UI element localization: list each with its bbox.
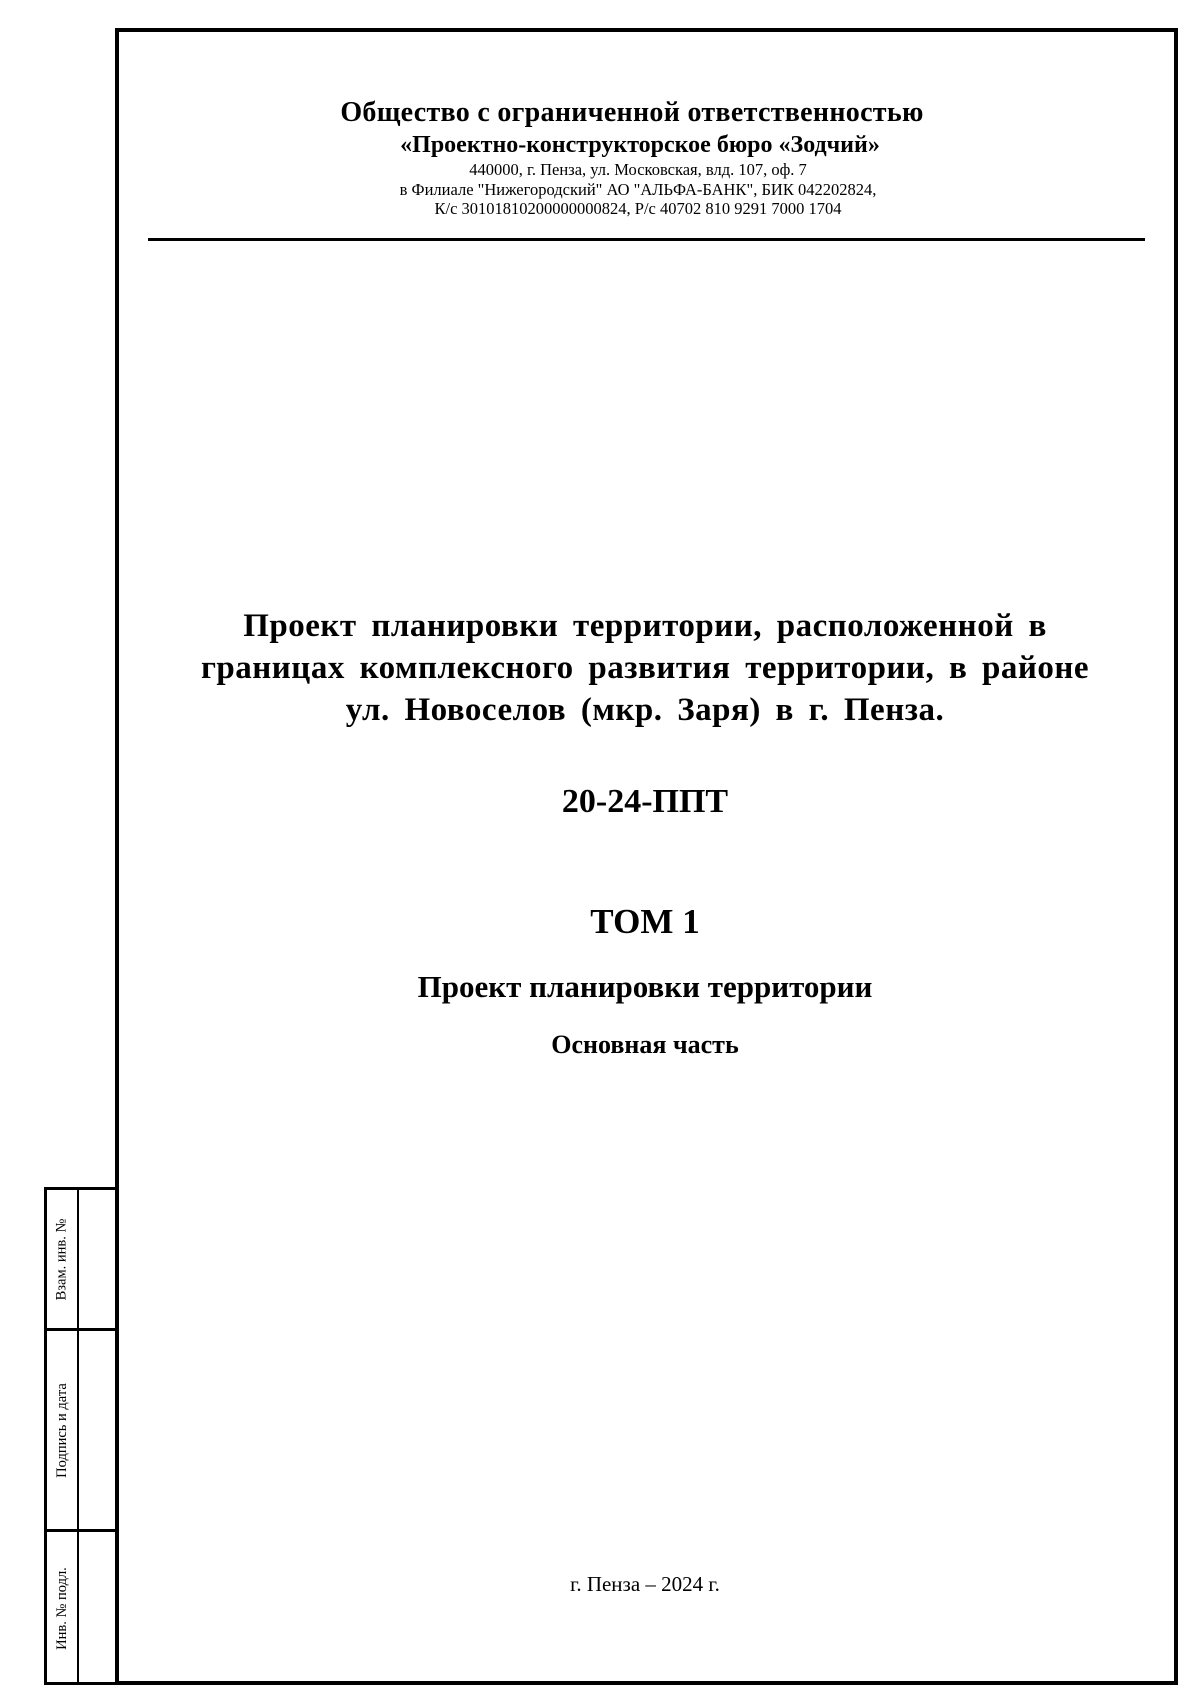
volume-number: ТОМ 1 xyxy=(590,902,700,941)
stamp-label-signature: Подпись и дата xyxy=(53,1382,70,1478)
org-bank: в Филиале "Нижегородский" АО "АЛЬФА-БАНК", БИК 042202824, xyxy=(399,179,877,199)
stamp-cell-replaces xyxy=(47,1190,77,1328)
project-title-line2: границах комплексного развития территории, в районе xyxy=(200,650,1090,686)
org-name-line2: «Проектно-конструкторское бюро «Зодчий» xyxy=(400,132,880,158)
header-divider xyxy=(148,238,1145,241)
project-title xyxy=(150,605,1140,731)
org-accounts: К/с 30101810200000000824, Р/с 40702 810 9291 7000 1704 xyxy=(434,199,842,218)
project-code: 20-24-ППТ xyxy=(561,783,729,820)
organization-header xyxy=(148,96,1148,219)
stamp-cell-signature xyxy=(47,1331,77,1529)
project-title-line1: Проект планировки территории, расположенной в xyxy=(243,608,1047,644)
stamp-label-replaces: Взам. инв. № xyxy=(53,1218,70,1300)
volume-subtitle: Основная часть xyxy=(551,1030,739,1059)
stamp-label-inventory: Инв. № подл. xyxy=(53,1567,70,1650)
city-year: г. Пенза – 2024 г. xyxy=(570,1572,720,1596)
stamp-vertical-divider xyxy=(77,1190,79,1682)
volume-title: Проект планировки территории xyxy=(417,969,873,1004)
page-frame xyxy=(115,28,1178,1685)
stamp-cell-inventory xyxy=(47,1532,77,1685)
side-stamp xyxy=(44,1187,115,1685)
org-address: 440000, г. Пенза, ул. Московская, влд. 107, оф. 7 xyxy=(469,160,807,179)
project-title-line3: ул. Новоселов (мкр. Заря) в г. Пенза. xyxy=(345,692,945,728)
org-name-line1: Общество с ограниченной ответственностью xyxy=(340,97,924,128)
